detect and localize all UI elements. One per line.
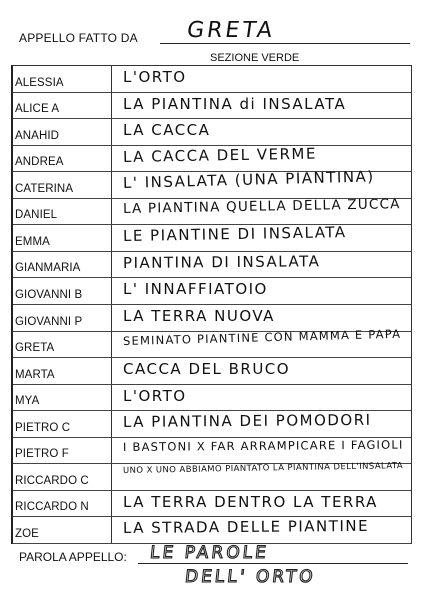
student-name: GRETA [15,342,55,355]
header-name: GRETA [185,18,277,43]
table-row [13,119,411,146]
student-word: LA TERRA DENTRO LA TERRA [123,492,378,511]
table-row [13,278,411,305]
student-name: GIANMARIA [15,262,81,275]
student-name: ALICE A [15,103,60,116]
student-word: LA TERRA NUOVA [123,307,275,325]
student-word: L'ORTO [123,68,187,86]
student-word: I BASTONI X FAR ARRAMPICARE I FAGIOLI [122,437,404,454]
table-row [13,491,411,518]
student-name: ZOE [15,527,39,540]
section-title: SEZIONE VERDE [210,52,300,64]
footer-word-line1: LE PAROLE [148,543,270,563]
student-word: PIANTINA DI INSALATA [122,252,321,272]
table-row [13,411,411,438]
table-row [13,517,411,544]
student-name: RICCARDO C [15,474,89,487]
student-name: GIOVANNI B [15,288,83,301]
student-word: LA STRADA DELLE PIANTINE [122,517,370,538]
student-word: UNO X UNO ABBIAMO PIANTATO LA PIANTINA DELL'INSALATA [122,461,404,477]
student-word: LA CACCA [123,121,211,140]
student-name: EMMA [15,235,50,248]
footer-label: PAROLA APPELLO: [19,550,127,564]
student-name: DANIEL [15,209,58,222]
table-row [13,195,411,226]
student-word: L' INSALATA (UNA PIANTINA) [122,167,375,193]
student-name: ALESSIA [15,76,64,89]
student-name: RICCARDO N [15,501,89,514]
student-name: CATERINA [15,182,74,195]
student-word: LA CACCA DEL VERME [122,144,318,166]
student-name: GIOVANNI P [15,315,83,328]
student-word: LA PIANTINA di INSALATA [123,94,347,113]
footer-underline [138,563,408,564]
table-row [13,438,411,465]
student-word: LA PIANTINA QUELLA DELLA ZUCCA [122,195,401,217]
student-word: CACCA DEL BRUCO [123,360,291,379]
table-row [13,326,411,359]
student-name: ANAHID [15,129,60,142]
student-word: LA PIANTINA DEI POMODORI [122,411,372,432]
student-name: MARTA [15,368,55,381]
table-row [13,167,411,199]
student-word: L'ORTO [123,386,187,405]
student-word: L' INNAFFIATOIO [123,280,268,299]
table-row [13,358,411,385]
footer-word-line2: DELL' ORTO [183,567,317,587]
student-word: SEMINATO PIANTINE CON MAMMA E PAPA [122,326,402,348]
header-underline [160,43,410,44]
table-row [13,385,411,412]
table-row [13,93,411,120]
student-name: ANDREA [15,156,64,169]
table-row [13,225,411,252]
attendance-table [11,65,412,544]
table-row [13,66,411,93]
student-word: LE PIANTINE DI INSALATA [122,223,347,246]
header-label: APPELLO FATTO DA [19,31,138,45]
student-name: PIETRO F [15,448,69,461]
student-name: MYA [15,395,40,408]
table-row [13,252,411,279]
student-name: PIETRO C [15,421,71,434]
table-row [13,461,411,491]
